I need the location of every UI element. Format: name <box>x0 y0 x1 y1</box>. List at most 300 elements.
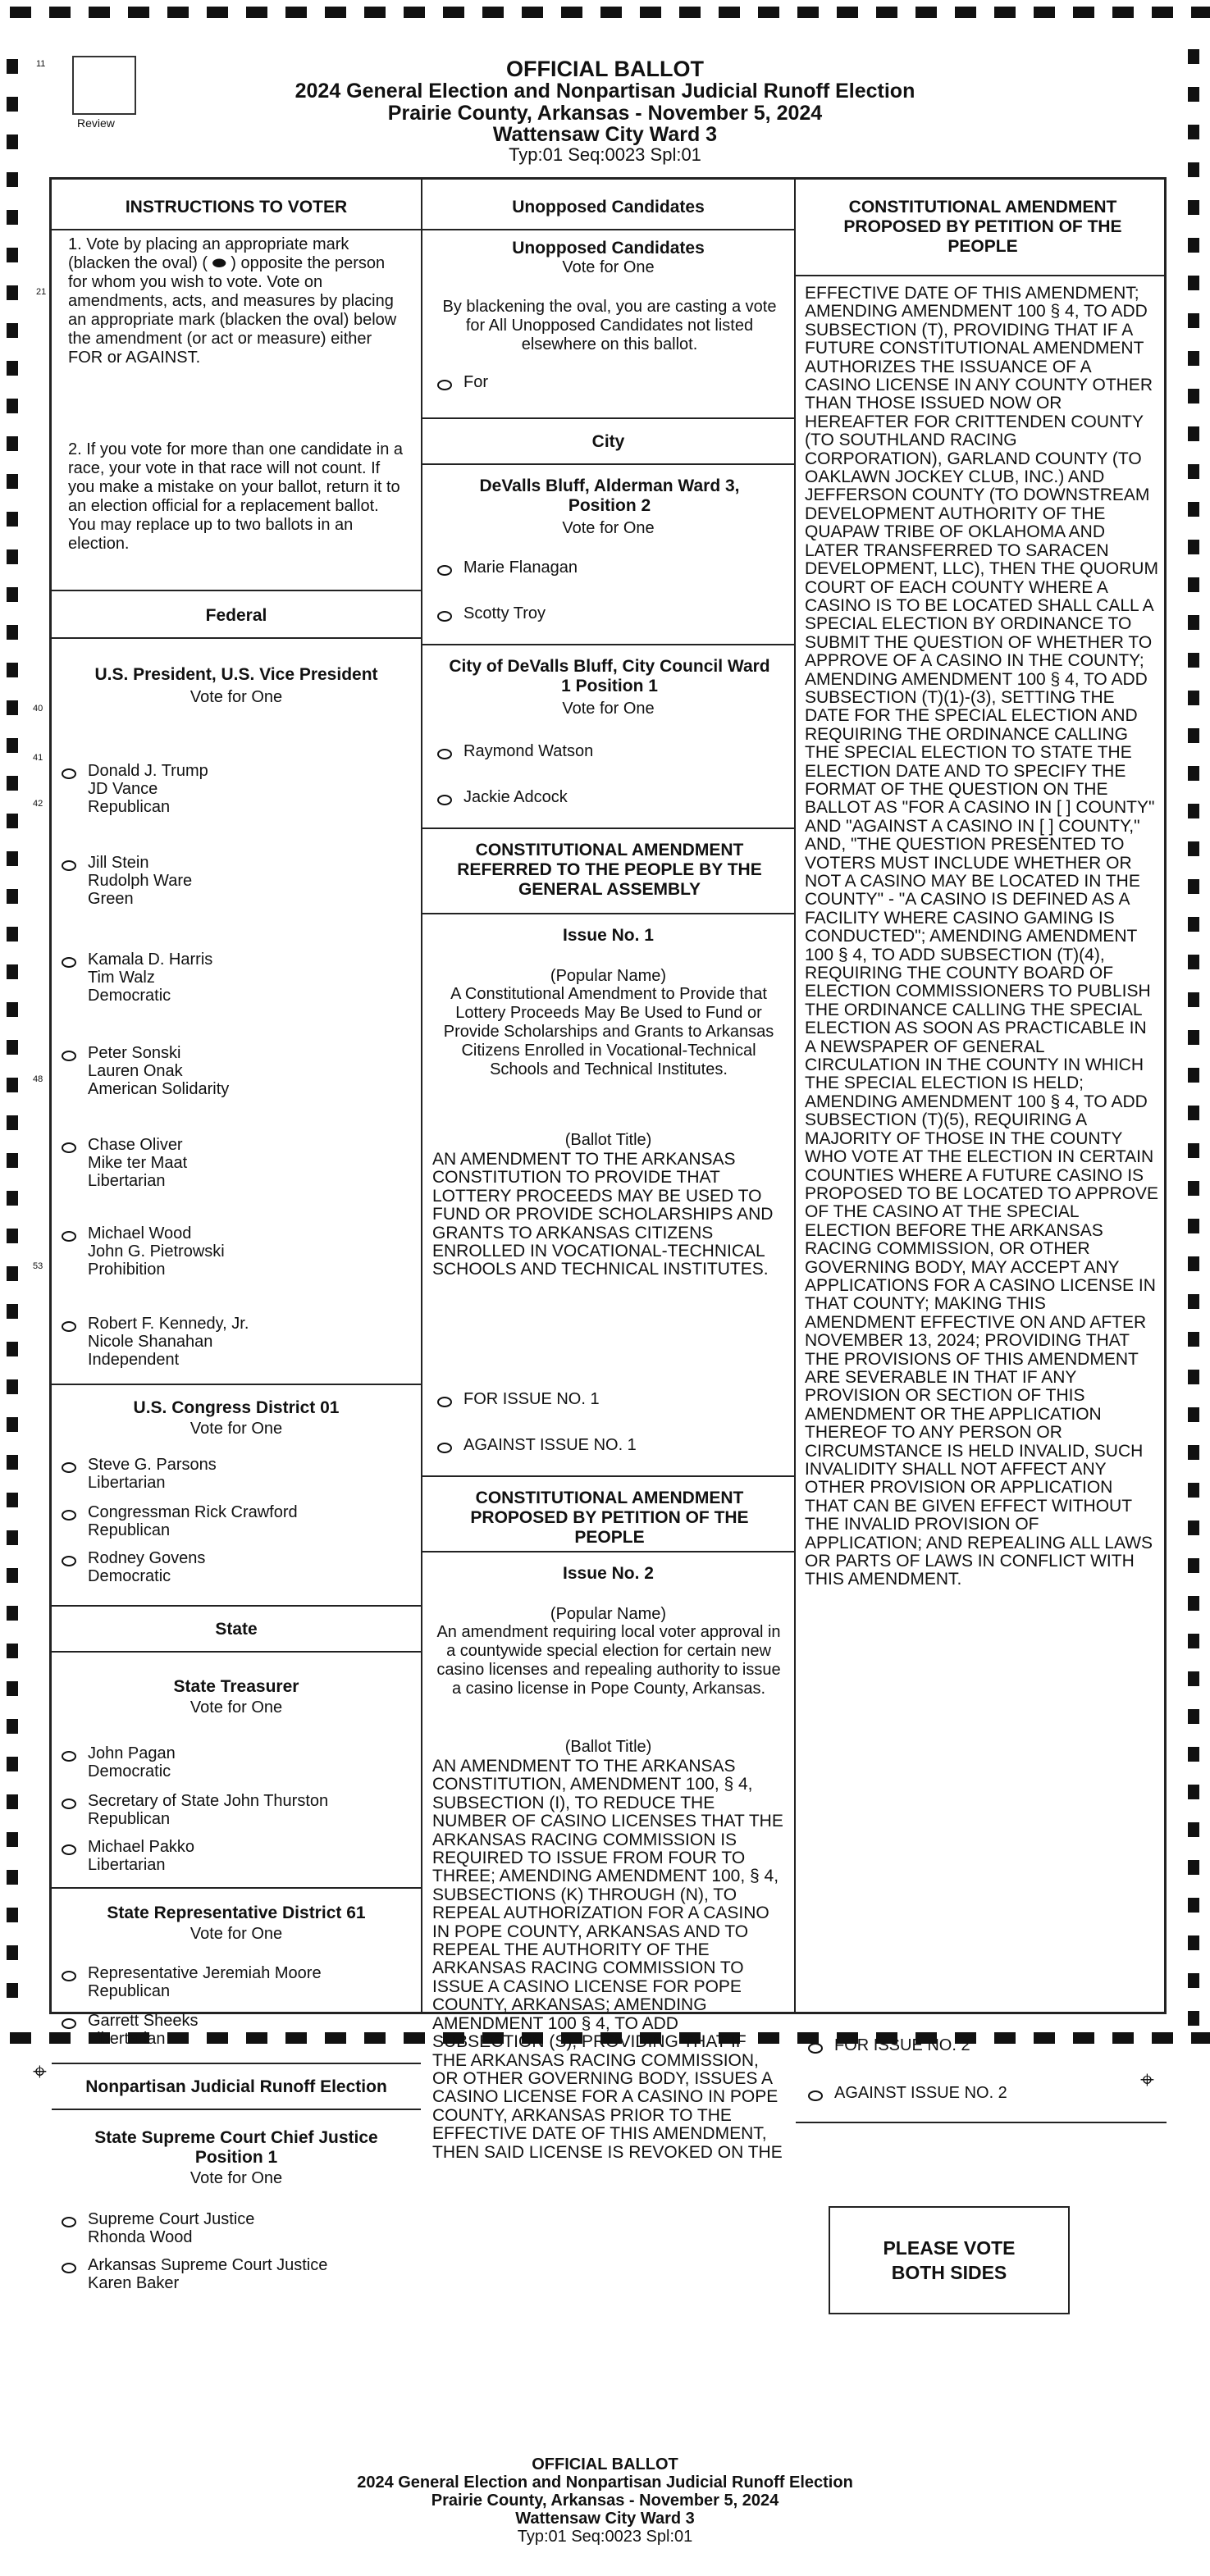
timing-mark <box>1188 1634 1199 1648</box>
timing-mark <box>994 7 1016 18</box>
timing-mark <box>7 474 18 489</box>
unopposed-vote-for: Vote for One <box>562 258 655 276</box>
timing-mark <box>7 1266 18 1281</box>
divider <box>422 417 794 419</box>
unopposed-for-option[interactable] <box>437 373 488 391</box>
divider <box>796 275 1167 276</box>
timing-mark <box>837 7 858 18</box>
timing-mark <box>7 625 18 640</box>
timing-mark <box>7 1606 18 1621</box>
timing-mark <box>7 1040 18 1055</box>
candidate-option[interactable] <box>62 854 192 908</box>
timing-mark <box>7 1304 18 1319</box>
candidate-option[interactable] <box>62 1456 217 1492</box>
timing-mark <box>285 2032 307 2044</box>
timing-mark <box>10 2032 31 2044</box>
issue2-cont-heading: CONSTITUTIONAL AMENDMENT PROPOSED BY PETITION OF THE PEOPLE <box>843 198 1122 256</box>
margin-number: 41 <box>33 753 43 763</box>
footer-style-code: Typ:01 Seq:0023 Spl:01 <box>517 2528 693 2546</box>
timing-mark <box>364 2032 386 2044</box>
column-divider <box>794 180 796 2012</box>
issue1-ballot-label: (Ballot Title) <box>564 1131 652 1149</box>
timing-mark <box>1188 728 1199 743</box>
president-vote-for: Vote for One <box>189 688 283 706</box>
timing-mark <box>1188 615 1199 630</box>
timing-mark <box>1188 841 1199 856</box>
candidate-option[interactable] <box>437 742 593 760</box>
timing-mark <box>7 1832 18 1847</box>
timing-mark <box>1188 691 1199 705</box>
candidate-name: John Pagan Democratic <box>88 1744 176 1780</box>
timing-mark <box>1073 7 1094 18</box>
oval-icon[interactable] <box>437 380 452 390</box>
timing-mark <box>7 1191 18 1206</box>
timing-mark <box>7 851 18 866</box>
candidate-name: Supreme Court Justice Rhonda Wood <box>88 2210 255 2246</box>
candidate-name: Kamala D. Harris Tim Walz Democratic <box>88 951 213 1005</box>
timing-mark <box>1188 200 1199 215</box>
timing-mark <box>1188 879 1199 894</box>
timing-mark <box>443 7 464 18</box>
candidate-name: Chase Oliver Mike ter Maat Libertarian <box>88 1136 188 1190</box>
instructions-p1: 1. Vote by placing an appropriate mark (blacken the oval) ( ⬬ ) opposite the person for whom you wish to vote. Vote on amendments, acts, and measures by placing an appropriate mark (blacken the oval) below the amendment (or act or measure) either FOR or AGAINST. <box>68 235 397 367</box>
timing-mark <box>7 1229 18 1243</box>
timing-mark <box>207 2032 228 2044</box>
divider <box>52 2109 421 2110</box>
timing-mark <box>1188 766 1199 781</box>
timing-mark <box>7 587 18 602</box>
timing-mark <box>1188 917 1199 932</box>
timing-mark <box>7 1417 18 1432</box>
timing-mark <box>679 7 701 18</box>
timing-mark <box>561 7 582 18</box>
timing-mark <box>7 172 18 187</box>
timing-mark <box>10 7 31 18</box>
timing-mark <box>7 1078 18 1092</box>
city-heading: City <box>591 432 625 451</box>
timing-mark <box>1188 1596 1199 1611</box>
timing-mark <box>7 663 18 677</box>
timing-mark <box>404 2032 425 2044</box>
issue2-against-option[interactable] <box>808 2084 1007 2102</box>
margin-number: 42 <box>33 799 43 809</box>
congress-title: U.S. Congress District 01 <box>133 1398 340 1417</box>
candidate-name: Representative Jeremiah Moore Republican <box>88 1964 322 2000</box>
timing-mark <box>404 7 425 18</box>
timing-mark <box>7 248 18 262</box>
timing-mark <box>7 1870 18 1885</box>
timing-mark <box>1191 2032 1210 2044</box>
timing-mark <box>1188 1294 1199 1309</box>
timing-mark <box>1073 2032 1094 2044</box>
oval-icon[interactable] <box>808 2043 823 2054</box>
oval-icon[interactable] <box>62 1556 76 1566</box>
candidate-name: Secretary of State John Thurston Republican <box>88 1792 329 1828</box>
timing-mark <box>7 1153 18 1168</box>
timing-mark <box>7 1757 18 1771</box>
timing-mark <box>797 7 819 18</box>
divider <box>52 1887 421 1889</box>
issue2-popular-name: An amendment requiring local voter approval in a countywide special election for certain new casino licenses and repealing authority to issue a casino license in Pope County, Arkansas. <box>436 1623 781 1698</box>
issue2-popular-label: (Popular Name) <box>550 1605 667 1623</box>
candidate-name: Arkansas Supreme Court Justice Karen Baker <box>88 2256 328 2292</box>
timing-mark <box>1188 162 1199 177</box>
timing-mark <box>1188 1973 1199 1988</box>
timing-mark <box>7 1530 18 1545</box>
timing-mark <box>1188 351 1199 366</box>
issue1-popular-name: A Constitutional Amendment to Provide that Lottery Proceeds May Be Used to Fund or Provide Scholarships and Grants to Arkansas Citizens Enrolled in Vocational-Technical Schools and Technical Institutes. <box>443 985 774 1078</box>
timing-mark <box>1034 2032 1055 2044</box>
oval-icon[interactable] <box>437 611 452 622</box>
timing-mark <box>1188 992 1199 1007</box>
timing-mark <box>7 1455 18 1470</box>
margin-number: 53 <box>33 1261 43 1271</box>
timing-mark <box>876 7 897 18</box>
timing-mark <box>1188 464 1199 479</box>
candidate-option[interactable] <box>62 1315 249 1369</box>
oval-icon[interactable] <box>62 768 76 779</box>
divider <box>52 1651 421 1653</box>
timing-mark <box>1188 1860 1199 1875</box>
margin-number: 40 <box>33 704 43 714</box>
timing-mark <box>1188 426 1199 441</box>
timing-mark <box>7 1681 18 1696</box>
divider <box>52 229 421 230</box>
timing-mark <box>1188 1219 1199 1233</box>
timing-mark <box>7 1568 18 1583</box>
timing-mark <box>1112 7 1134 18</box>
alderman-vote-for: Vote for One <box>562 519 655 537</box>
oval-icon[interactable] <box>437 795 452 805</box>
timing-mark <box>1188 577 1199 592</box>
oval-icon[interactable] <box>62 2263 76 2273</box>
oval-icon[interactable] <box>437 749 452 759</box>
alderman-title: DeValls Bluff, Alderman Ward 3, Position 2 <box>479 476 740 515</box>
candidate-name: Rodney Govens Democratic <box>88 1549 206 1585</box>
candidate-option[interactable] <box>62 1503 298 1539</box>
rep-vote-for: Vote for One <box>189 1925 283 1943</box>
congress-vote-for: Vote for One <box>189 1420 283 1438</box>
timing-mark <box>7 1115 18 1130</box>
oval-icon[interactable] <box>62 1844 76 1855</box>
issue1-popular-label: (Popular Name) <box>550 967 667 985</box>
divider <box>422 1475 794 1477</box>
timing-mark <box>1152 2032 1173 2044</box>
divider <box>422 1551 794 1552</box>
timing-mark <box>1188 1445 1199 1460</box>
issue2-heading: CONSTITUTIONAL AMENDMENT PROPOSED BY PETITION OF THE PEOPLE <box>470 1489 749 1547</box>
council-title: City of DeValls Bluff, City Council Ward 1 Position 1 <box>449 657 770 695</box>
unopposed-title: Unopposed Candidates <box>512 239 705 258</box>
timing-mark <box>7 512 18 527</box>
margin-number: 11 <box>36 59 46 69</box>
candidate-name: Peter Sonski Lauren Onak American Solidarity <box>88 1044 230 1098</box>
divider <box>52 2063 421 2064</box>
oval-icon[interactable] <box>437 565 452 576</box>
timing-mark <box>7 814 18 828</box>
candidate-option[interactable] <box>62 2256 327 2292</box>
issue1-for-option[interactable] <box>437 1390 600 1408</box>
election-name: 2024 General Election and Nonpartisan Judicial Runoff Election <box>295 80 915 103</box>
timing-mark <box>167 7 189 18</box>
timing-mark <box>7 1794 18 1809</box>
ballot-title: OFFICIAL BALLOT <box>506 57 704 81</box>
timing-mark <box>246 2032 267 2044</box>
oval-icon[interactable] <box>62 1142 76 1153</box>
judicial-heading: Nonpartisan Judicial Runoff Election <box>85 2077 387 2096</box>
timing-mark <box>7 776 18 791</box>
timing-mark <box>7 549 18 564</box>
timing-mark <box>1188 1106 1199 1120</box>
option-label: AGAINST ISSUE NO. 1 <box>463 1436 637 1454</box>
timing-mark <box>49 7 71 18</box>
oval-icon[interactable] <box>437 1443 452 1453</box>
option-label: For <box>463 373 488 391</box>
divider <box>422 913 794 914</box>
judicial-title: State Supreme Court Chief Justice Position 1 <box>94 2128 378 2167</box>
oval-icon[interactable] <box>62 1510 76 1521</box>
candidate-option[interactable] <box>62 2210 254 2246</box>
issue1-title: Issue No. 1 <box>563 926 654 945</box>
timing-mark <box>994 2032 1016 2044</box>
federal-heading: Federal <box>205 606 267 625</box>
candidate-option[interactable] <box>62 1549 205 1585</box>
review-label: Review <box>77 116 115 130</box>
timing-mark <box>1188 1256 1199 1271</box>
timing-mark <box>1188 238 1199 253</box>
timing-mark <box>955 7 976 18</box>
timing-mark <box>89 7 110 18</box>
candidate-name: Raymond Watson <box>463 742 594 760</box>
instructions-heading: INSTRUCTIONS TO VOTER <box>125 198 348 217</box>
timing-mark <box>1188 1935 1199 1950</box>
timing-mark <box>1188 1785 1199 1799</box>
oval-icon[interactable] <box>62 1462 76 1473</box>
candidate-name: Robert F. Kennedy, Jr. Nicole Shanahan Independent <box>88 1315 249 1369</box>
timing-mark <box>1112 2032 1134 2044</box>
timing-mark <box>1034 7 1055 18</box>
oval-icon[interactable] <box>62 1799 76 1809</box>
timing-mark <box>1188 502 1199 517</box>
timing-mark <box>7 700 18 715</box>
timing-mark <box>1152 7 1173 18</box>
footer-county-date: Prairie County, Arkansas - November 5, 2024 <box>431 2492 779 2510</box>
divider <box>52 1384 421 1385</box>
timing-mark <box>7 738 18 753</box>
timing-mark <box>1188 955 1199 969</box>
timing-mark <box>1188 1709 1199 1724</box>
issue2-ballot-title: AN AMENDMENT TO THE ARKANSAS CONSTITUTION, AMENDMENT 100, § 4, SUBSECTION (I), TO REDUCE THE NUMBER OF CASINO LICENSES THAT THE ARKANSAS RACING COMMISSION IS REQUIRED TO ISSUE FROM FOUR TO THREE; AMENDING AMENDMENT 100, § 4, SUBSECTIONS (K) THROUGH (N), TO REPEAL AUTHORIZATION FOR A CASINO IN POPE COUNTY, ARKANSAS AND TO REPEAL THE AUTHORITY OF THE ARKANSAS RACING COMMISSION TO ISSUE A CASINO LICENSE FOR POPE COUNTY, ARKANSAS; AMENDING AMENDMENT 100 § 4, TO ADD SUBSECTION (S), PROVIDING THAT IF THE ARKANSAS RACING COMMISSION, OR OTHER GOVERNING BODY, ISSUES A CASINO LICENSE FOR A CASINO IN POPE COUNTY, ARKANSAS PRIOR TO THE EFFECTIVE DATE OF THIS AMENDMENT, THEN SAID LICENSE IS REVOKED ON THE <box>432 1757 783 2162</box>
timing-mark <box>7 927 18 941</box>
oval-icon[interactable] <box>62 1051 76 1061</box>
council-vote-for: Vote for One <box>562 700 655 718</box>
timing-mark <box>7 889 18 904</box>
timing-mark <box>600 7 622 18</box>
timing-mark <box>1188 1898 1199 1913</box>
candidate-option[interactable] <box>62 1044 229 1098</box>
candidate-option[interactable] <box>62 2012 199 2048</box>
ballot-header <box>0 57 1210 164</box>
timing-mark <box>7 436 18 451</box>
candidate-option[interactable] <box>62 1136 187 1190</box>
candidate-option[interactable] <box>62 1964 322 2000</box>
instructions-p2: 2. If you vote for more than one candidate in a race, your vote in that race will not count. If you make a mistake on your ballot, return it to an election official for a replacement ballot. You may replace up to two ballots in an election. <box>68 440 404 553</box>
divider <box>422 229 794 230</box>
footer-title: OFFICIAL BALLOT <box>532 2455 678 2473</box>
timing-mark <box>640 7 661 18</box>
timing-mark <box>7 1493 18 1507</box>
margin-number: 21 <box>36 287 47 297</box>
timing-mark <box>325 7 346 18</box>
margin-number: 48 <box>33 1074 43 1084</box>
treasurer-title: State Treasurer <box>173 1677 299 1696</box>
president-title: U.S. President, U.S. Vice President <box>94 665 378 684</box>
divider <box>52 1605 421 1607</box>
candidate-option[interactable] <box>62 1838 194 1874</box>
timing-mark <box>285 7 307 18</box>
timing-mark <box>7 964 18 979</box>
timing-mark <box>1188 313 1199 328</box>
timing-mark <box>246 7 267 18</box>
timing-mark <box>482 7 504 18</box>
candidate-name: Marie Flanagan <box>463 559 578 577</box>
divider <box>796 2122 1167 2123</box>
oval-icon[interactable] <box>62 957 76 968</box>
timing-mark <box>1188 389 1199 403</box>
candidate-option[interactable] <box>62 1224 225 1279</box>
timing-mark <box>1188 804 1199 818</box>
footer-election: 2024 General Election and Nonpartisan Judicial Runoff Election <box>357 2473 853 2492</box>
timing-mark <box>7 210 18 225</box>
candidate-name: Garrett Sheeks Libertarian <box>88 2012 199 2048</box>
option-label: FOR ISSUE NO. 2 <box>834 2036 970 2054</box>
ballot-footer <box>0 2455 1210 2546</box>
issue1-heading: CONSTITUTIONAL AMENDMENT REFERRED TO THE PEOPLE BY THE GENERAL ASSEMBLY <box>457 841 762 899</box>
footer-ward: Wattensaw City Ward 3 <box>515 2510 695 2528</box>
candidate-name: Michael Pakko Libertarian <box>88 1838 195 1874</box>
timing-mark <box>758 7 779 18</box>
divider <box>52 590 421 591</box>
timing-mark <box>1188 1143 1199 1158</box>
ward-name: Wattensaw City Ward 3 <box>492 122 718 146</box>
candidate-option[interactable] <box>62 762 208 816</box>
timing-mark <box>7 1002 18 1017</box>
timing-mark <box>7 1983 18 1998</box>
timing-mark <box>1188 1332 1199 1347</box>
issue1-ballot-title: AN AMENDMENT TO THE ARKANSAS CONSTITUTION TO PROVIDE THAT LOTTERY PROCEEDS MAY BE USED TO FUND OR PROVIDE SCHOLARSHIPS AND GRANTS TO ARKANSAS CITIZENS ENROLLED IN VOCATIONAL-TECHNICAL SCHOOLS AND TECHNICAL INSTITUTES. <box>432 1150 774 1279</box>
divider <box>422 644 794 645</box>
timing-mark <box>719 7 740 18</box>
issue2-title: Issue No. 2 <box>563 1564 654 1583</box>
candidate-name: Donald J. Trump JD Vance Republican <box>88 762 208 816</box>
timing-mark <box>7 1644 18 1658</box>
timing-mark <box>7 1719 18 1734</box>
oval-icon[interactable] <box>808 2090 823 2101</box>
rep-title: State Representative District 61 <box>107 1904 366 1922</box>
timing-mark <box>207 7 228 18</box>
oval-icon[interactable] <box>62 2217 76 2227</box>
issue1-against-option[interactable] <box>437 1436 637 1454</box>
timing-mark <box>1191 7 1210 18</box>
oval-icon[interactable] <box>62 1751 76 1762</box>
oval-icon[interactable] <box>437 1397 452 1407</box>
candidate-name: Jill Stein Rudolph Ware Green <box>88 854 193 908</box>
divider <box>52 637 421 639</box>
timing-mark <box>1188 1370 1199 1384</box>
timing-mark <box>7 323 18 338</box>
timing-mark <box>1188 540 1199 554</box>
timing-mark <box>7 285 18 300</box>
timing-mark <box>1188 2011 1199 2026</box>
timing-mark <box>7 1342 18 1356</box>
timing-mark <box>364 7 386 18</box>
unopposed-heading: Unopposed Candidates <box>512 198 705 217</box>
candidate-name: Steve G. Parsons Libertarian <box>88 1456 217 1492</box>
timing-mark <box>915 7 937 18</box>
please-vote-both-sides: PLEASE VOTE BOTH SIDES <box>829 2206 1070 2314</box>
divider <box>422 828 794 829</box>
oval-icon[interactable] <box>62 1231 76 1242</box>
timing-mark <box>1188 1822 1199 1837</box>
issue2-ballot-continued: EFFECTIVE DATE OF THIS AMENDMENT; AMENDING AMENDMENT 100 § 4, TO ADD SUBSECTION (T), PROVIDING THAT IF A FUTURE CONSTITUTIONAL AMENDMENT AUTHORIZES THE ISSUANCE OF A CASINO LICENSE IN ANY COUNTY OTHER THAN THOSE ISSUED NOW OR HEREAFTER FOR CRITTENDEN COUNTY (TO SOUTHLAND RACING CORPORATION), GARLAND COUNTY (TO OAKLAWN JOCKEY CLUB, INC.) AND JEFFERSON COUNTY (TO DOWNSTREAM DEVELOPMENT AUTHORITY OF THE QUAPAW TRIBE OF OKLAHOMA AND LATER TRANSFERRED TO SARACEN DEVELOPMENT, LLC), THEN THE QUORUM COURT OF EACH COUNTY WHERE A CASINO IS TO BE LOCATED SHALL CALL A SPECIAL ELECTION BY ORDINANCE TO SUBMIT THE QUESTION OF WHETHER TO APPROVE OF A CASINO IN THE COUNTY; AMENDING AMENDMENT 100 § 4, TO ADD SUBSECTION (T)(1)-(3), SETTING THE DATE FOR THE SPECIAL ELECTION AND REQUIRING THE ORDINANCE CALLING THE SPECIAL ELECTION TO STATE THE ELECTION DATE AND TO SPECIFY THE FORMAT OF THE QUESTION ON THE BALLOT AS "FOR A CASINO IN [ ] COUNTY" AND "AGAINST A CASINO IN [ ] COUNTY," AND, "THE QUESTION PRESENTED TO VOTERS MUST INCLUDE WHETHER OR NOT A CASINO MAY BE LOCATED IN THE COUNTY" - "A CASINO IS DEFINED AS A FACILITY WHERE CASINO GAMING IS CONDUCTED"; AMENDING AMENDMENT 100 § 4, TO ADD SUBSECTION (T)(4), REQUIRING THE COUNTY BOARD OF ELECTION COMMISSIONERS TO PUBLISH THE ORDINANCE CALLING THE SPECIAL ELECTION AS SOON AS PRACTICABLE IN A NEWSPAPER OF GENERAL CIRCULATION IN THE COUNTY IN WHICH THE SPECIAL ELECTION IS HELD; AMENDING AMENDMENT 100 § 4, TO ADD SUBSECTION (T)(5), REQUIRING A MAJORITY OF THOSE IN THE COUNTY WHO VOTE AT THE ELECTION IN CERTAIN COUNTIES WHERE A FUTURE CASINO IS PROPOSED TO BE LOCATED TO APPROVE OF THE CASINO AT THE SPECIAL ELECTION BEFORE THE ARKANSAS RACING COMMISSION, OR OTHER GOVERNING BODY, MAY ACCEPT ANY APPLICATIONS FOR A CASINO LICENSE IN THAT COUNTY; MAKING THIS AMENDMENT EFFECTIVE ON AND AFTER NOVEMBER 13, 2024; PROVIDING THAT THE PROVISIONS OF THIS AMENDMENT ARE SEVERABLE IN THAT IF ANY PROVISION OR SECTION OF THIS AMENDMENT OR THE APPLICATION THEREOF TO ANY PERSON OR CIRCUMSTANCE IS HELD INVALID, SUCH INVALIDITY SHALL NOT AFFECT ANY OTHER PROVISION OR APPLICATION THAT CAN BE GIVEN EFFECT WITHOUT THE INVALID PROVISION OF APPLICATION; AND REPEALING ALL LAWS OR PARTS OF LAWS IN CONFLICT WITH THIS AMENDMENT. <box>805 284 1159 1589</box>
registration-cross-icon: ⌖ <box>1140 2067 1154 2094</box>
timing-mark <box>128 7 149 18</box>
option-label: AGAINST ISSUE NO. 2 <box>834 2084 1007 2102</box>
timing-mark <box>522 7 543 18</box>
timing-mark <box>7 361 18 376</box>
candidate-name: Scotty Troy <box>463 604 546 622</box>
timing-mark <box>1188 1030 1199 1045</box>
timing-mark <box>1188 1671 1199 1686</box>
timing-mark <box>1188 1407 1199 1422</box>
timing-mark <box>1188 1181 1199 1196</box>
judicial-vote-for: Vote for One <box>189 2169 283 2187</box>
timing-mark <box>1188 1521 1199 1535</box>
timing-mark <box>325 2032 346 2044</box>
timing-mark <box>1188 1558 1199 1573</box>
candidate-option[interactable] <box>62 1792 328 1828</box>
oval-icon[interactable] <box>62 1321 76 1332</box>
candidate-name: Jackie Adcock <box>463 788 568 806</box>
county-date: Prairie County, Arkansas - November 5, 2024 <box>387 101 823 125</box>
candidate-option[interactable] <box>62 1744 176 1780</box>
oval-icon[interactable] <box>62 2018 76 2029</box>
registration-cross-icon: ⌖ <box>33 2059 47 2086</box>
candidate-option[interactable] <box>437 559 578 577</box>
timing-mark <box>7 1379 18 1394</box>
unopposed-text: By blackening the oval, you are casting a vote for All Unopposed Candidates not listed elsewhere on this ballot. <box>442 298 777 353</box>
candidate-option[interactable] <box>437 604 546 622</box>
column-divider <box>421 180 422 2012</box>
candidate-option[interactable] <box>62 951 212 1005</box>
timing-mark <box>1188 653 1199 668</box>
state-heading: State <box>215 1620 258 1639</box>
option-label: FOR ISSUE NO. 1 <box>463 1390 600 1408</box>
issue2-for-option[interactable] <box>808 2036 970 2054</box>
oval-icon[interactable] <box>62 1971 76 1981</box>
candidate-name: Michael Wood John G. Pietrowski Prohibition <box>88 1224 225 1279</box>
timing-mark <box>7 1908 18 1922</box>
ballot-style-code: Typ:01 Seq:0023 Spl:01 <box>509 144 701 166</box>
treasurer-vote-for: Vote for One <box>189 1698 283 1717</box>
timing-mark <box>7 1945 18 1960</box>
candidate-name: Congressman Rick Crawford Republican <box>88 1503 298 1539</box>
oval-icon[interactable] <box>62 860 76 871</box>
divider <box>422 463 794 465</box>
timing-mark <box>1188 1483 1199 1498</box>
timing-mark <box>1188 1747 1199 1762</box>
candidate-option[interactable] <box>437 788 568 806</box>
